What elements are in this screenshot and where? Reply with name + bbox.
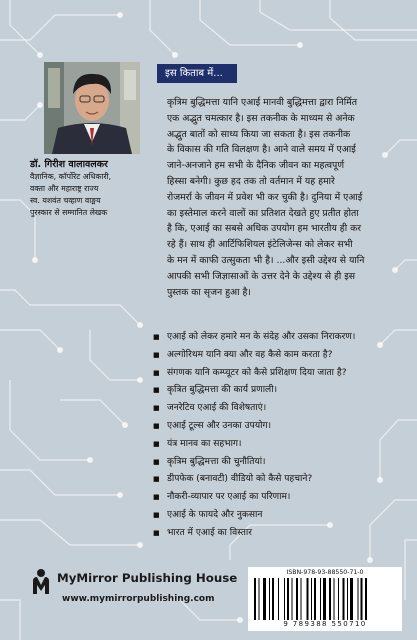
barcode-bar	[350, 578, 353, 620]
list-item	[153, 525, 355, 543]
list-item	[153, 382, 355, 400]
topic-text: यंत्र मानव का सहभाग।	[167, 438, 242, 449]
intro-line: कृत्रिम बुद्धिमत्ता यानि एआई मानवी बुद्धिमत्ता द्वारा निर्मित	[167, 97, 358, 108]
isbn-label: ISBN-978-93-88550-71-0	[286, 569, 364, 576]
barcode-bar	[272, 578, 274, 620]
intro-line: आपकी सभी जिज्ञासाओं के उत्तर देने के उद्देश्य से ही इस	[167, 270, 356, 282]
bullet-icon: ■	[153, 528, 160, 537]
barcode-bar	[263, 578, 266, 620]
barcode-bar	[296, 578, 298, 620]
barcode-bar	[254, 578, 256, 620]
barcode-digits: 9 789388 550710	[283, 620, 367, 628]
topic-list	[153, 329, 355, 543]
intro-line: है कि, एआई का सबसे अधिक उपयोग हम भारतीय ही कर	[167, 223, 362, 235]
intro-line: के विकास की गति विलक्षण है। आने वाले समय में एआई	[167, 144, 356, 156]
intro-line: रोजमर्रा के जीवन में प्रवेश भी कर चुकी है। दुनिया में एआई	[167, 191, 363, 203]
bullet-icon: ■	[153, 404, 160, 413]
intro-line: रहे हैं। साथ ही आर्टिफिशियल इंटेलिजेन्स को लेकर सभी	[167, 239, 353, 251]
publisher-logo-icon	[30, 568, 52, 594]
barcode-bar	[338, 578, 339, 620]
barcode-bar	[259, 578, 260, 620]
list-item	[153, 365, 355, 383]
list-item	[153, 454, 355, 472]
topic-text: एआई के फायदे और नुकसान	[167, 509, 263, 520]
barcode-bar	[347, 578, 348, 620]
intro-line: पुस्तक का सृजन हुआ है।	[167, 286, 251, 298]
intro-line: अद्भुत बातों को साध्य किया जा सकता है। इस तकनीक	[167, 128, 351, 140]
intro-line: के मन में काफी उत्सुकता भी है। ...और इसी उद्देश्य से यानि	[167, 254, 365, 266]
topic-text: एआई टूल्स और उनका उपयोग।	[167, 420, 272, 431]
author-detail: वक्ता और महाराष्ट्र राज्य	[30, 184, 99, 193]
bullet-icon: ■	[153, 350, 160, 359]
topic-text: नौकरी-व्यापार पर एआई का परिणाम।	[167, 492, 291, 503]
barcode-bar	[278, 578, 279, 620]
intro-line: हिस्सा बनेगी। कुछ हद तक तो वर्तमान में यह हमारे	[167, 175, 335, 187]
topic-text: भारत में एआई का विस्तार	[167, 527, 252, 538]
barcode-bar	[365, 578, 367, 620]
author-detail: स्व. यशवंत चव्हाण वाङ्मय	[30, 196, 101, 205]
list-item	[153, 507, 355, 525]
publisher-name: MyMirror Publishing House	[57, 571, 238, 585]
list-item	[153, 436, 355, 454]
topic-text: जनरेटिव एआई की विशेषताएं।	[167, 403, 267, 414]
intro-line: जाने-अनजाने हम सभी के दैनिक जीवन का महत्वपूर्ण	[167, 160, 345, 172]
bullet-icon: ■	[153, 333, 160, 341]
list-item	[153, 400, 355, 418]
barcode-bars	[254, 578, 396, 620]
bullet-icon: ■	[153, 510, 160, 519]
barcode-bar	[343, 578, 345, 620]
bullet-icon: ■	[153, 439, 160, 448]
barcode-bar	[287, 578, 289, 620]
intro-paragraph	[167, 95, 407, 300]
intro-line: एक अद्भुत चमत्कार है। इस तकनीक के माध्यम से अनेक	[167, 112, 355, 124]
topic-text: एआई को लेकर हमारे मन के संदेह और उसका निराकरण।	[167, 332, 356, 342]
author-photo	[44, 62, 140, 154]
isbn-barcode	[248, 567, 402, 631]
barcode-bar	[301, 578, 302, 620]
list-item	[153, 489, 355, 507]
publisher-website: www.mymirrorpublishing.com	[62, 594, 215, 604]
topic-text: अल्गोरिथम यानि क्या और वह कैसे काम करता है?	[167, 349, 333, 360]
barcode-bar	[314, 578, 316, 620]
bullet-icon: ■	[153, 493, 160, 502]
bullet-icon: ■	[153, 368, 160, 377]
section-heading: इस किताब में...	[157, 64, 237, 83]
topic-text: डीपफेक (बनावटी) वीडियो को कैसे पहचाने?	[167, 474, 313, 485]
list-item	[153, 347, 355, 365]
bullet-icon: ■	[153, 386, 160, 395]
barcode-bar	[320, 578, 321, 620]
list-item	[153, 418, 355, 436]
barcode-bar	[361, 578, 363, 620]
topic-text: कृत्रिम बुद्धिमत्ता की चुनौतियां।	[167, 456, 266, 467]
bullet-icon: ■	[153, 421, 160, 430]
barcode-bar	[358, 578, 359, 620]
intro-line: का इस्तेमाल करने वालों का प्रतिशत देखते हुए प्रतीत होता	[167, 207, 359, 219]
list-item	[153, 329, 355, 347]
barcode-bar	[269, 578, 270, 620]
bullet-icon: ■	[153, 457, 160, 466]
barcode-bar	[323, 578, 326, 620]
barcode-bar	[311, 578, 312, 620]
author-name: डॉ. गिरीश वालावलकर	[30, 159, 108, 170]
barcode-bar	[292, 578, 293, 620]
author-detail: वैज्ञानिक, कॉर्पोरेट अधिकारी,	[30, 172, 112, 181]
bullet-icon: ■	[153, 475, 160, 484]
topic-text: कृत्रित बुद्धिमत्ता की कार्य प्रणाली।	[167, 385, 278, 396]
author-detail: पुरस्कार से सम्मानित लेखक	[30, 208, 108, 217]
barcode-bar	[307, 578, 309, 620]
author-bio	[30, 158, 158, 219]
barcode-bar	[334, 578, 335, 620]
list-item	[153, 471, 355, 489]
topic-text: संगणक यानि कम्प्यूटर को कैसे प्रशिक्षण दिया जाता है?	[167, 367, 347, 378]
barcode-bar	[284, 578, 285, 620]
barcode-bar	[329, 578, 331, 620]
